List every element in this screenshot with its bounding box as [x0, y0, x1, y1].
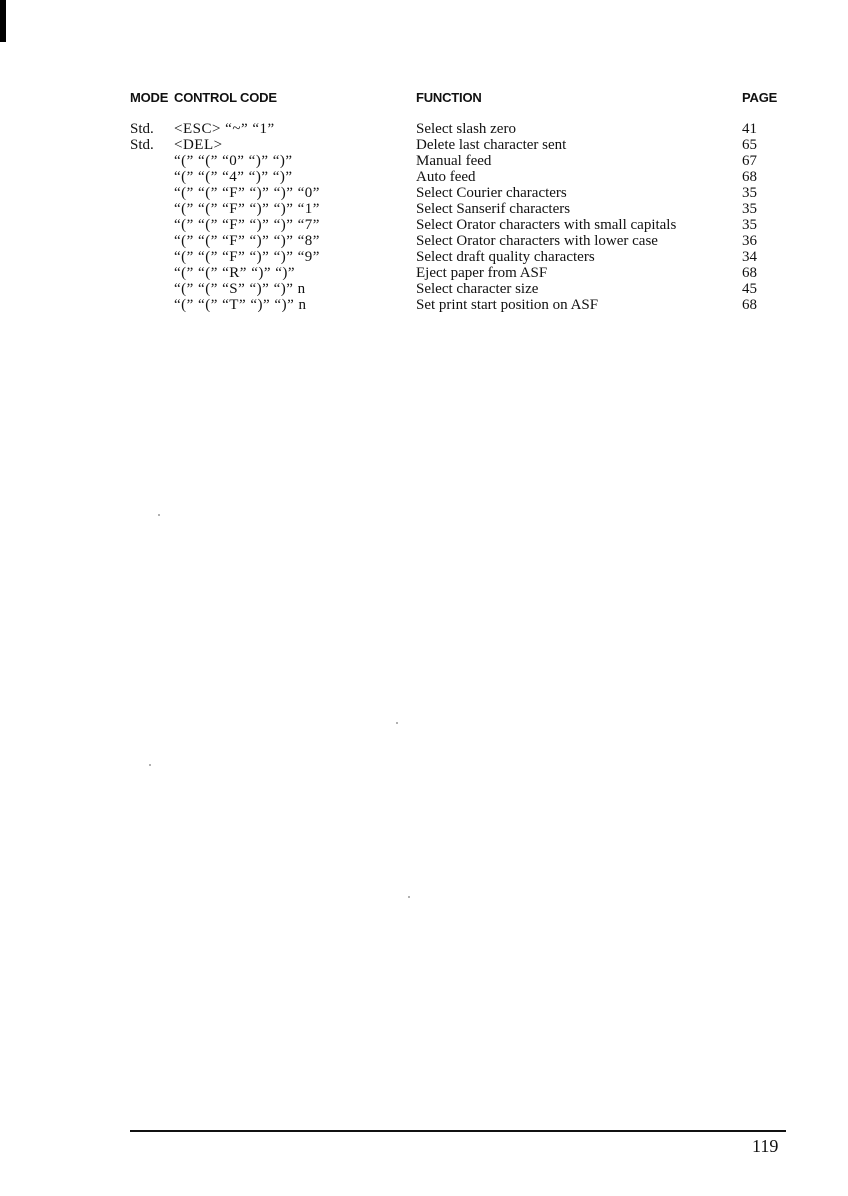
table-row [0, 121, 848, 137]
scan-edge-mark [0, 0, 6, 42]
table-row [0, 169, 848, 185]
table-row [0, 153, 848, 169]
control-code-cell: “(” “(” “F” “)” “)” “9” [174, 249, 320, 265]
function-cell: Select Sanserif characters [416, 201, 571, 217]
mode-cell: Std. [130, 121, 154, 137]
function-cell: Select Courier characters [416, 185, 567, 201]
page-cell: 35 [742, 201, 757, 217]
control-code-cell: <DEL> [174, 137, 223, 153]
page-cell: 35 [742, 217, 757, 233]
control-code-cell: “(” “(” “F” “)” “)” “1” [174, 201, 320, 217]
control-code-cell: “(” “(” “T” “)” “)” n [174, 297, 307, 313]
page-cell: 45 [742, 281, 757, 297]
table-row [0, 233, 848, 249]
header-control-code: CONTROL CODE [174, 90, 277, 105]
mode-cell: Std. [130, 137, 154, 153]
table-row [0, 185, 848, 201]
scan-speck [158, 514, 160, 516]
table-row [0, 265, 848, 281]
control-code-cell: “(” “(” “4” “)” “)” [174, 169, 293, 185]
function-cell: Eject paper from ASF [416, 265, 548, 281]
header-page: PAGE [742, 90, 778, 105]
table-row [0, 137, 848, 153]
function-cell: Manual feed [416, 153, 492, 169]
function-cell: Select Orator characters with small capitals [416, 217, 677, 233]
control-code-cell: “(” “(” “0” “)” “)” [174, 153, 293, 169]
table-row [0, 201, 848, 217]
page-number: 119 [752, 1136, 779, 1156]
command-table [0, 121, 848, 313]
table-row [0, 281, 848, 297]
page-cell: 68 [742, 169, 757, 185]
control-code-cell: “(” “(” “F” “)” “)” “0” [174, 185, 320, 201]
page-cell: 68 [742, 297, 757, 313]
function-cell: Select draft quality characters [416, 249, 595, 265]
header-function: FUNCTION [416, 90, 482, 105]
control-code-cell: “(” “(” “F” “)” “)” “8” [174, 233, 320, 249]
function-cell: Set print start position on ASF [416, 297, 599, 313]
table-row [0, 249, 848, 265]
page-cell: 68 [742, 265, 757, 281]
page-cell: 41 [742, 121, 757, 137]
page-cell: 36 [742, 233, 757, 249]
function-cell: Auto feed [416, 169, 476, 185]
scan-speck [408, 896, 410, 898]
page-cell: 65 [742, 137, 757, 153]
function-cell: Select slash zero [416, 121, 516, 137]
header-mode: MODE [130, 90, 169, 105]
control-code-cell: “(” “(” “F” “)” “)” “7” [174, 217, 320, 233]
function-cell: Select Orator characters with lower case [416, 233, 658, 249]
page-cell: 35 [742, 185, 757, 201]
scan-speck [149, 764, 151, 766]
table-row [0, 217, 848, 233]
table-row [0, 297, 848, 313]
page-cell: 34 [742, 249, 757, 265]
footer-rule [130, 1130, 786, 1132]
control-code-cell: <ESC> “~” “1” [174, 121, 275, 137]
control-code-cell: “(” “(” “R” “)” “)” [174, 265, 296, 281]
function-cell: Select character size [416, 281, 539, 297]
scan-speck [396, 722, 398, 724]
control-code-cell: “(” “(” “S” “)” “)” n [174, 281, 306, 297]
page-cell: 67 [742, 153, 757, 169]
function-cell: Delete last character sent [416, 137, 567, 153]
